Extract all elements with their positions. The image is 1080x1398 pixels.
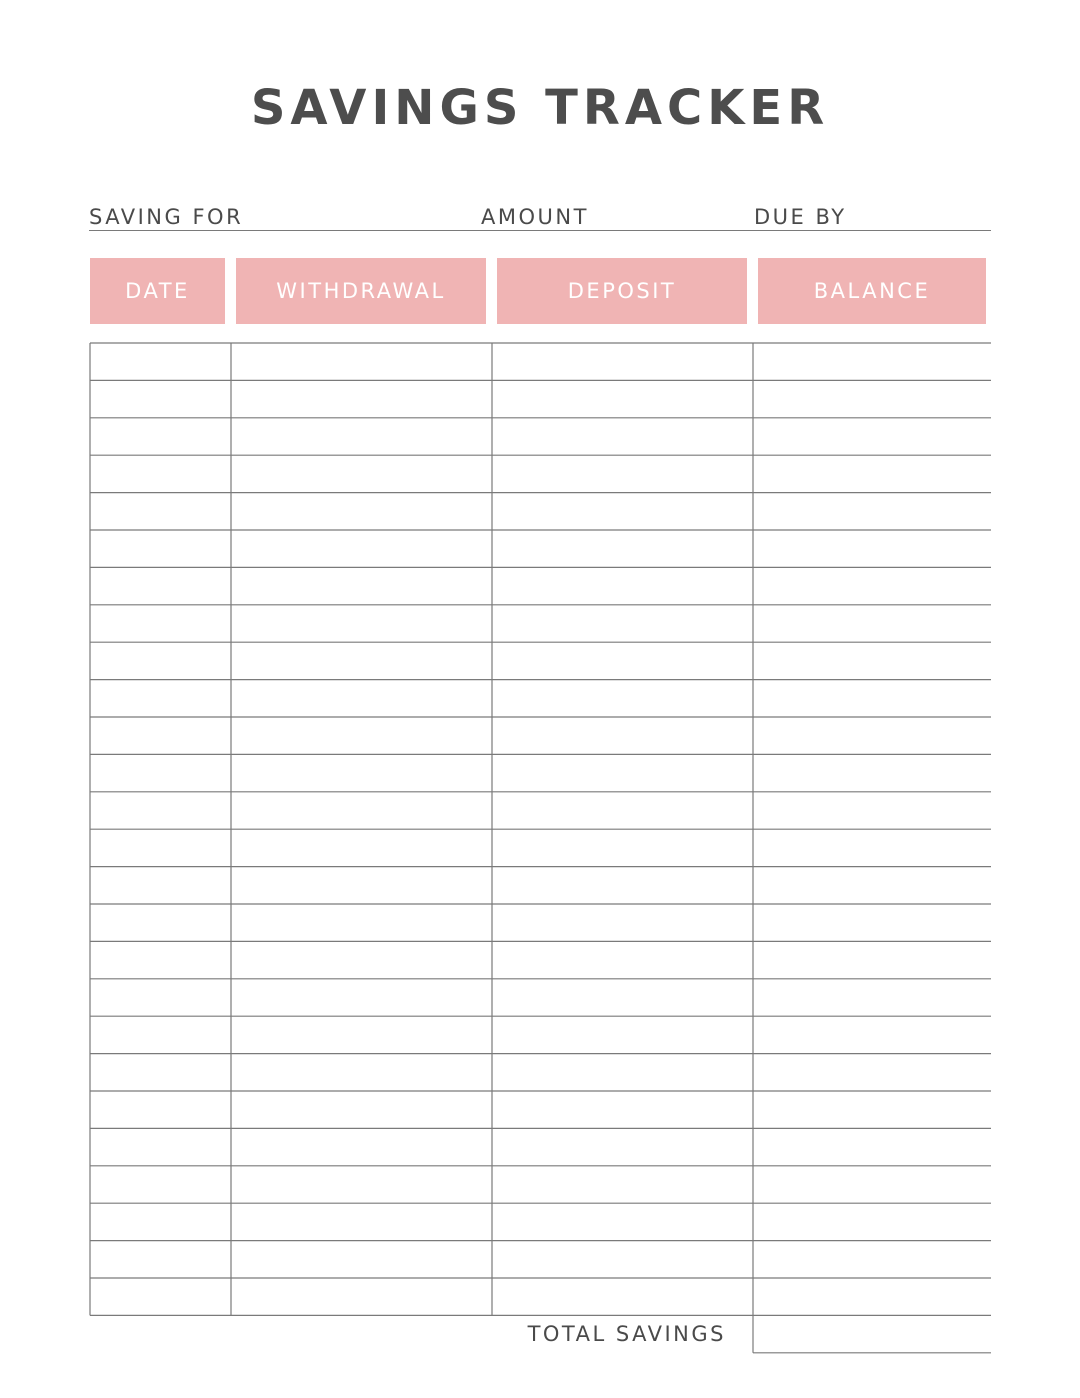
table-cell-date[interactable]	[90, 567, 231, 604]
table-cell-withdrawal[interactable]	[231, 343, 492, 380]
table-cell-date[interactable]	[90, 455, 231, 492]
table-cell-deposit[interactable]	[492, 717, 753, 754]
table-cell-balance[interactable]	[753, 1054, 991, 1091]
table-cell-deposit[interactable]	[492, 343, 753, 380]
table-cell-withdrawal[interactable]	[231, 867, 492, 904]
table-cell-date[interactable]	[90, 829, 231, 866]
table-cell-deposit[interactable]	[492, 1241, 753, 1278]
table-cell-balance[interactable]	[753, 642, 991, 679]
table-cell-withdrawal[interactable]	[231, 754, 492, 791]
table-cell-withdrawal[interactable]	[231, 418, 492, 455]
table-cell-date[interactable]	[90, 493, 231, 530]
table-cell-date[interactable]	[90, 1203, 231, 1240]
table-cell-deposit[interactable]	[492, 1203, 753, 1240]
table-cell-withdrawal[interactable]	[231, 380, 492, 417]
table-cell-balance[interactable]	[753, 979, 991, 1016]
table-cell-balance[interactable]	[753, 1241, 991, 1278]
total-savings-label: TOTAL SAVINGS	[527, 1322, 726, 1346]
table-cell-deposit[interactable]	[492, 567, 753, 604]
table-cell-balance[interactable]	[753, 829, 991, 866]
saving-for-label: SAVING FOR	[89, 205, 244, 229]
table-cell-deposit[interactable]	[492, 829, 753, 866]
table-cell-balance[interactable]	[753, 904, 991, 941]
table-cell-deposit[interactable]	[492, 979, 753, 1016]
table-cell-date[interactable]	[90, 1016, 231, 1053]
table-cell-withdrawal[interactable]	[231, 493, 492, 530]
table-cell-balance[interactable]	[753, 1203, 991, 1240]
table-cell-withdrawal[interactable]	[231, 829, 492, 866]
table-cell-balance[interactable]	[753, 1128, 991, 1165]
table-cell-withdrawal[interactable]	[231, 1241, 492, 1278]
table-cell-date[interactable]	[90, 1278, 231, 1315]
table-cell-date[interactable]	[90, 1128, 231, 1165]
table-cell-date[interactable]	[90, 530, 231, 567]
table-cell-balance[interactable]	[753, 680, 991, 717]
table-cell-deposit[interactable]	[492, 642, 753, 679]
table-cell-withdrawal[interactable]	[231, 1091, 492, 1128]
table-cell-balance[interactable]	[753, 754, 991, 791]
table-cell-balance[interactable]	[753, 867, 991, 904]
table-cell-balance[interactable]	[753, 1166, 991, 1203]
table-cell-balance[interactable]	[753, 343, 991, 380]
page-title: SAVINGS TRACKER	[250, 80, 830, 136]
table-cell-balance[interactable]	[753, 530, 991, 567]
due-by-label: DUE BY	[754, 205, 847, 229]
table-cell-deposit[interactable]	[492, 530, 753, 567]
table-cell-withdrawal[interactable]	[231, 717, 492, 754]
table-cell-date[interactable]	[90, 1091, 231, 1128]
table-cell-balance[interactable]	[753, 1091, 991, 1128]
table-cell-date[interactable]	[90, 642, 231, 679]
table-cell-date[interactable]	[90, 717, 231, 754]
table-cell-date[interactable]	[90, 1166, 231, 1203]
table-cell-balance[interactable]	[753, 455, 991, 492]
table-cell-balance[interactable]	[753, 941, 991, 978]
table-cell-deposit[interactable]	[492, 1016, 753, 1053]
table-cell-withdrawal[interactable]	[231, 1054, 492, 1091]
table-cell-date[interactable]	[90, 792, 231, 829]
table-cell-balance[interactable]	[753, 380, 991, 417]
table-cell-withdrawal[interactable]	[231, 605, 492, 642]
table-cell-withdrawal[interactable]	[231, 680, 492, 717]
table-cell-balance[interactable]	[753, 717, 991, 754]
table-cell-deposit[interactable]	[492, 493, 753, 530]
table-cell-withdrawal[interactable]	[231, 904, 492, 941]
table-cell-deposit[interactable]	[492, 1128, 753, 1165]
table-cell-deposit[interactable]	[492, 1054, 753, 1091]
table-cell-withdrawal[interactable]	[231, 1016, 492, 1053]
table-cell-withdrawal[interactable]	[231, 979, 492, 1016]
table-cell-date[interactable]	[90, 904, 231, 941]
table-cell-date[interactable]	[90, 1054, 231, 1091]
table-cell-withdrawal[interactable]	[231, 567, 492, 604]
table-cell-deposit[interactable]	[492, 1278, 753, 1315]
table-cell-withdrawal[interactable]	[231, 642, 492, 679]
table-cell-date[interactable]	[90, 343, 231, 380]
table-cell-date[interactable]	[90, 680, 231, 717]
table-cell-withdrawal[interactable]	[231, 530, 492, 567]
table-cell-deposit[interactable]	[492, 680, 753, 717]
table-cell-date[interactable]	[90, 605, 231, 642]
table-cell-deposit[interactable]	[492, 904, 753, 941]
table-cell-date[interactable]	[90, 867, 231, 904]
total-savings-cell[interactable]	[753, 1315, 991, 1352]
table-cell-deposit[interactable]	[492, 605, 753, 642]
table-cell-balance[interactable]	[753, 567, 991, 604]
table-cell-date[interactable]	[90, 1241, 231, 1278]
column-header-withdrawal: WITHDRAWAL	[236, 258, 486, 324]
table-cell-balance[interactable]	[753, 493, 991, 530]
amount-label: AMOUNT	[481, 205, 589, 229]
table-cell-withdrawal[interactable]	[231, 455, 492, 492]
column-header-date: DATE	[90, 258, 225, 324]
column-header-deposit: DEPOSIT	[497, 258, 747, 324]
table-cell-deposit[interactable]	[492, 418, 753, 455]
table-cell-date[interactable]	[90, 979, 231, 1016]
table-cell-date[interactable]	[90, 418, 231, 455]
table-cell-date[interactable]	[90, 754, 231, 791]
table-cell-withdrawal[interactable]	[231, 1203, 492, 1240]
table-cell-balance[interactable]	[753, 1278, 991, 1315]
table-cell-deposit[interactable]	[492, 1091, 753, 1128]
table-cell-withdrawal[interactable]	[231, 792, 492, 829]
table-cell-date[interactable]	[90, 941, 231, 978]
table-cell-deposit[interactable]	[492, 380, 753, 417]
table-cell-deposit[interactable]	[492, 867, 753, 904]
table-cell-withdrawal[interactable]	[231, 1166, 492, 1203]
table-cell-deposit[interactable]	[492, 455, 753, 492]
table-cell-deposit[interactable]	[492, 1166, 753, 1203]
table-cell-withdrawal[interactable]	[231, 1278, 492, 1315]
table-cell-balance[interactable]	[753, 418, 991, 455]
table-cell-withdrawal[interactable]	[231, 1128, 492, 1165]
table-cell-balance[interactable]	[753, 605, 991, 642]
column-header-balance: BALANCE	[758, 258, 986, 324]
table-cell-balance[interactable]	[753, 1016, 991, 1053]
table-cell-balance[interactable]	[753, 792, 991, 829]
table-cell-deposit[interactable]	[492, 792, 753, 829]
table-cell-withdrawal[interactable]	[231, 941, 492, 978]
table-cell-deposit[interactable]	[492, 941, 753, 978]
table-cell-date[interactable]	[90, 380, 231, 417]
table-cell-deposit[interactable]	[492, 754, 753, 791]
